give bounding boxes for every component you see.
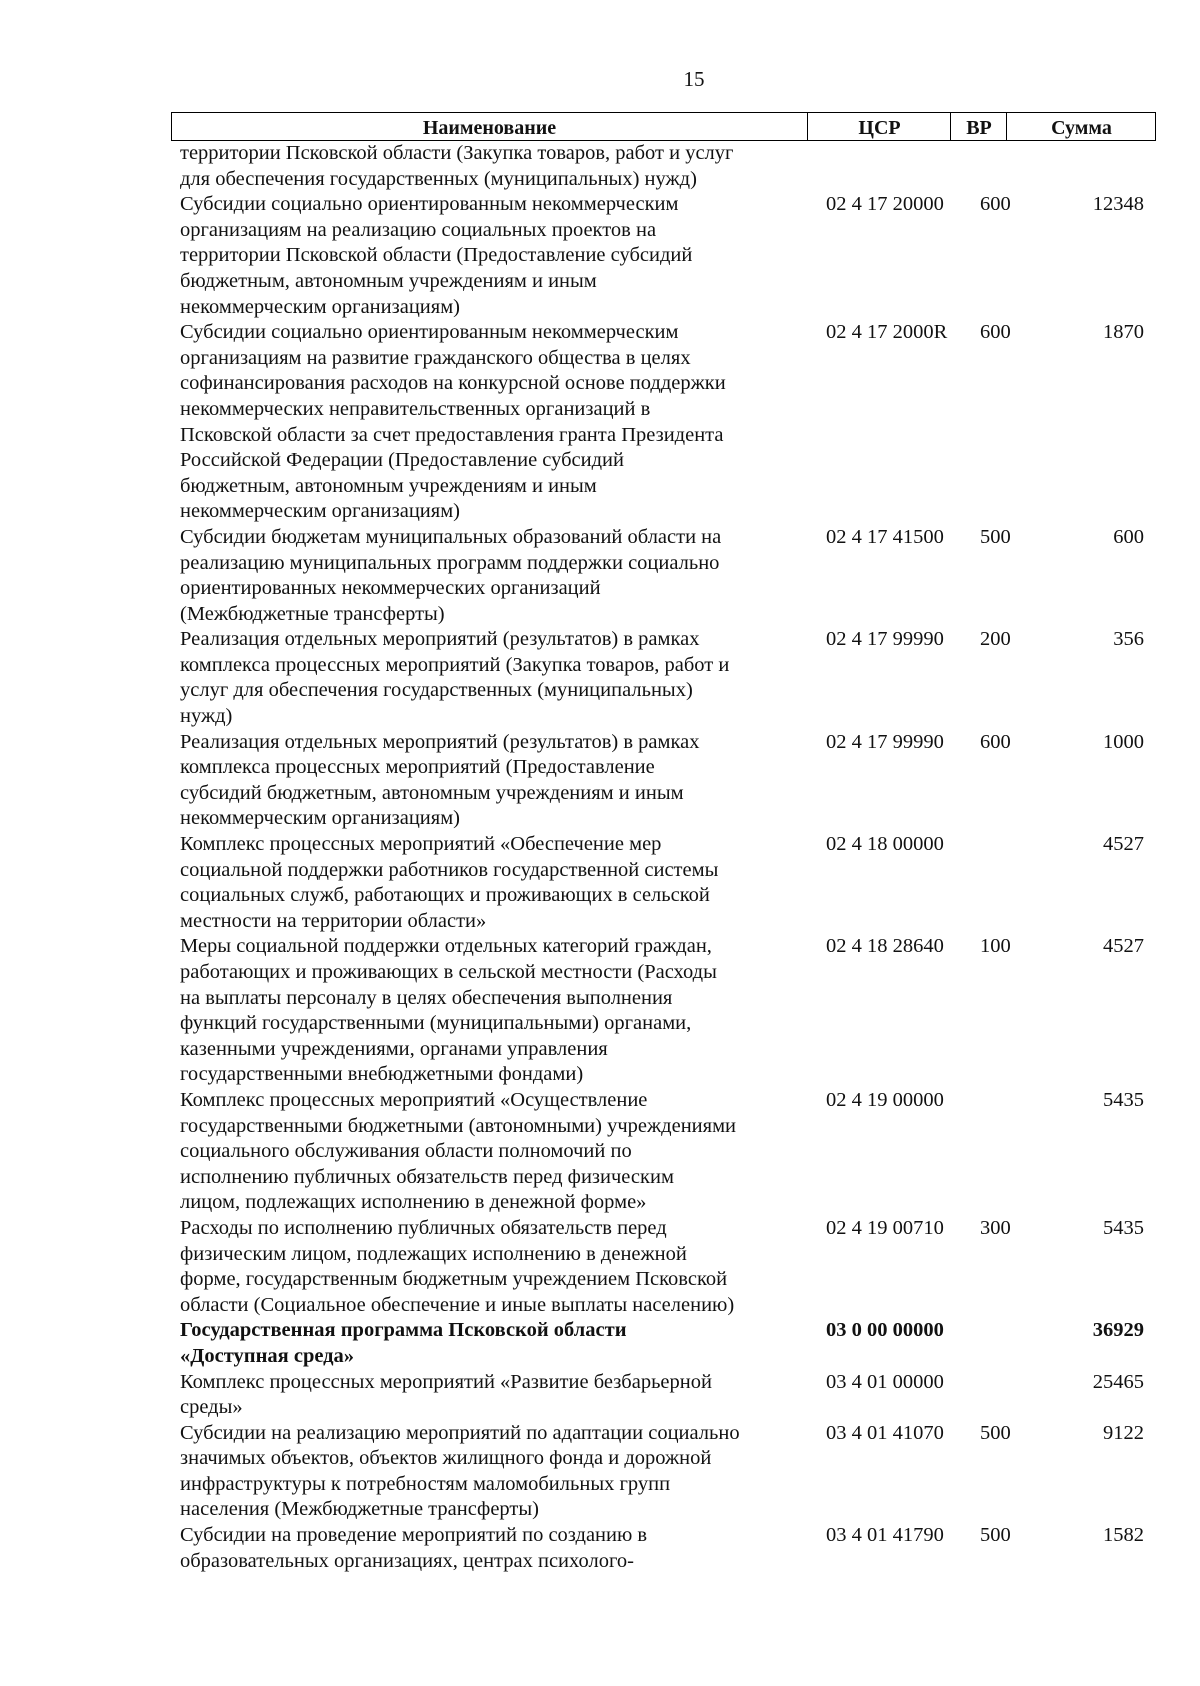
row-sum-cell: 1582 — [1103, 1524, 1144, 1547]
row-name-cell: Государственная программа Псковской области «Доступная среда» — [180, 1319, 627, 1367]
row-name-cell: Реализация отдельных мероприятий (результатов) в рамках комплекса процессных мероприятий (Закупка товаров, работ и услуг для обеспечения государственных (муниципальных) нужд) — [180, 628, 730, 728]
row-name-cell: Субсидии бюджетам муниципальных образований области на реализацию муниципальных программ поддержки социально ориентированных некоммерческих организаций (Межбюджетные трансферты) — [180, 525, 722, 625]
column-header-csr: ЦСР — [807, 113, 951, 140]
row-csr-cell: 03 4 01 00000 — [826, 1370, 944, 1393]
table-row — [180, 141, 1150, 192]
row-csr-cell: 03 4 01 41790 — [826, 1524, 944, 1547]
row-vr-cell: 500 — [980, 525, 1011, 548]
row-name-cell: Реализация отдельных мероприятий (результатов) в рамках комплекса процессных мероприятий (Предоставление субсидий бюджетным, автономным учреждениям и иным некоммерческим организациям) — [180, 730, 700, 830]
row-vr-cell: 300 — [980, 1216, 1011, 1239]
table-row — [180, 525, 1150, 627]
column-header-sum: Сумма — [1006, 113, 1156, 140]
row-csr-cell: 02 4 17 99990 — [826, 730, 944, 753]
column-header-vr: ВР — [950, 113, 1007, 140]
table-row — [180, 192, 1150, 320]
row-csr-cell: 02 4 18 00000 — [826, 833, 944, 856]
row-name-cell: территории Псковской области (Закупка товаров, работ и услуг для обеспечения государственных (муниципальных) нужд) — [180, 142, 734, 190]
table-row — [180, 1370, 1150, 1421]
row-name-cell: Расходы по исполнению публичных обязательств перед физическим лицом, подлежащих исполнению в денежной форме, государственным бюджетным учреждением Псковской области (Социальное обеспечение и иные выплаты населению) — [180, 1216, 735, 1316]
row-csr-cell: 02 4 19 00000 — [826, 1088, 944, 1111]
row-name-cell: Субсидии на реализацию мероприятий по адаптации социально значимых объектов, объектов жилищного фонда и дорожной инфраструктуры к потребностям маломобильных групп населения (Межбюджетные трансферты) — [180, 1421, 740, 1521]
row-vr-cell: 100 — [980, 935, 1011, 958]
page-number: 15 — [683, 67, 705, 91]
row-sum-cell: 25465 — [1092, 1370, 1144, 1393]
row-name-cell: Меры социальной поддержки отдельных категорий граждан, работающих и проживающих в сельской местности (Расходы на выплаты персоналу в целях обеспечения выполнения функций государственными (муниципальными) органами, казенными учреждениями, органами управления государственными внебюджетными фондами) — [180, 935, 717, 1086]
table-row — [180, 832, 1150, 934]
row-name-cell: Субсидии социально ориентированным некоммерческим организациям на развитие гражданского общества в целях софинансирования расходов на конкурсной основе поддержки некоммерческих неправительственных организаций в Псковской области за счет предоставления гранта Президента Российской Федерации (Предоставление субсидий бюджетным, автономным учреждениям и иным некоммерческим организациям) — [180, 321, 726, 523]
row-sum-cell: 4527 — [1103, 833, 1144, 856]
row-name-cell: Комплекс процессных мероприятий «Осуществление государственными бюджетными (автономными) учреждениями социального обслуживания области полномочий по исполнению публичных обязательств перед физическим лицом, подлежащих исполнению в денежной форме» — [180, 1088, 737, 1214]
row-vr-cell: 200 — [980, 628, 1011, 651]
table-row — [180, 1523, 1150, 1574]
table-row — [180, 730, 1150, 832]
row-sum-cell: 1870 — [1103, 321, 1144, 344]
row-csr-cell: 02 4 17 2000R — [826, 321, 948, 344]
row-vr-cell: 600 — [980, 730, 1011, 753]
table-row — [180, 627, 1150, 729]
row-name-cell: Субсидии на проведение мероприятий по созданию в образовательных организациях, центрах психолого- — [180, 1524, 648, 1572]
row-sum-cell: 12348 — [1092, 193, 1144, 216]
table-row — [180, 1318, 1150, 1369]
table-row — [180, 934, 1150, 1088]
table-row — [180, 1088, 1150, 1216]
row-sum-cell: 600 — [1113, 525, 1144, 548]
row-vr-cell: 500 — [980, 1524, 1011, 1547]
row-csr-cell: 02 4 19 00710 — [826, 1216, 944, 1239]
table-row — [180, 320, 1150, 525]
row-sum-cell: 1000 — [1103, 730, 1144, 753]
row-csr-cell: 03 0 00 00000 — [826, 1319, 944, 1342]
table-row — [180, 1216, 1150, 1318]
row-csr-cell: 02 4 17 41500 — [826, 525, 944, 548]
row-sum-cell: 4527 — [1103, 935, 1144, 958]
row-sum-cell: 5435 — [1103, 1216, 1144, 1239]
table-body — [180, 141, 1150, 1574]
row-vr-cell: 500 — [980, 1421, 1011, 1444]
row-sum-cell: 356 — [1113, 628, 1144, 651]
row-csr-cell: 02 4 17 99990 — [826, 628, 944, 651]
row-name-cell: Субсидии социально ориентированным некоммерческим организациям на реализацию социальных проектов на территории Псковской области (Предоставление субсидий бюджетным, автономным учреждениям и иным некоммерческим организациям) — [180, 193, 693, 318]
row-csr-cell: 02 4 17 20000 — [826, 193, 944, 216]
column-header-name: Наименование — [422, 117, 557, 139]
row-name-cell: Комплекс процессных мероприятий «Развитие безбарьерной среды» — [180, 1370, 712, 1419]
row-vr-cell: 600 — [980, 321, 1011, 344]
row-csr-cell: 03 4 01 41070 — [826, 1421, 944, 1444]
table-row — [180, 1421, 1150, 1523]
table-header — [171, 112, 1156, 141]
row-sum-cell: 5435 — [1103, 1088, 1144, 1111]
row-sum-cell: 9122 — [1103, 1421, 1144, 1444]
row-name-cell: Комплекс процессных мероприятий «Обеспечение мер социальной поддержки работников государственной системы социальных служб, работающих и проживающих в сельской местности на территории области» — [180, 833, 719, 932]
row-vr-cell: 600 — [980, 193, 1011, 216]
row-csr-cell: 02 4 18 28640 — [826, 935, 944, 958]
row-sum-cell: 36929 — [1092, 1319, 1144, 1342]
